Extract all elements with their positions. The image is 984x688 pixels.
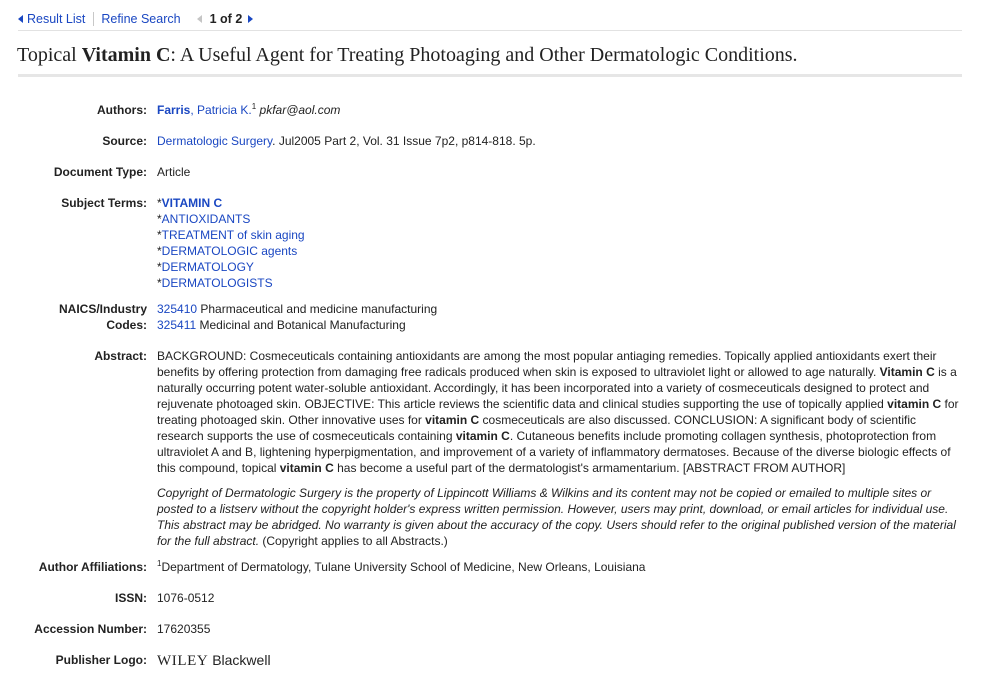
subject-term-link[interactable]: ANTIOXIDANTS — [161, 212, 251, 226]
abstract-segment: cosmeceuticals are also discussed. CONCLUSION: A significant body of scientific research supports the use of cosmeceuticals containing — [157, 413, 917, 443]
title-prefix: Topical — [17, 44, 82, 66]
subject-terms-row — [0, 195, 984, 291]
document-type-label: Document Type: — [53, 165, 147, 179]
logo-blackwell: Blackwell — [208, 652, 271, 668]
term-marker: * — [157, 260, 162, 274]
naics-item — [157, 301, 963, 317]
naics-label-line1: NAICS/Industry — [58, 302, 147, 316]
affiliations-row — [0, 559, 984, 575]
author-email: pkfar@aol.com — [259, 103, 341, 117]
wiley-blackwell-logo — [157, 652, 963, 669]
affiliations-value — [157, 559, 963, 575]
subject-term — [157, 195, 963, 211]
term-marker: * — [157, 228, 162, 242]
publisher-logo-row — [0, 652, 984, 669]
journal-link[interactable]: Dermatologic Surgery — [157, 134, 273, 148]
back-arrow-icon — [18, 15, 23, 23]
subject-term — [157, 227, 963, 243]
subject-term-link[interactable]: VITAMIN C — [161, 196, 223, 210]
issn-label: ISSN: — [114, 591, 147, 605]
authors-row — [0, 102, 984, 118]
copyright-text: Copyright of Dermatologic Surgery is the property of Lippincott Williams & Wilkins and its content may not be copied or emailed to multiple sites or posted to a listserv without the copyright holder's express written permission. However, users may print, download, or email articles for individual use. This abstract may be abridged. No warranty is given about the accuracy of the copy. Users should refer to the original published version of the material for the full abstract. — [157, 486, 956, 548]
subject-terms-label: Subject Terms: — [61, 196, 147, 210]
logo-wiley: WILEY — [157, 653, 209, 669]
search-term-highlight: vitamin C — [455, 429, 510, 443]
subject-terms-list — [157, 195, 963, 291]
author-first-name[interactable]: , Patricia K. — [190, 103, 252, 117]
naics-code-link[interactable]: 325410 — [157, 302, 198, 316]
subject-term — [157, 259, 963, 275]
abstract-segment: BACKGROUND: Cosmeceuticals containing antioxidants are among the most popular antiaging remedies. Topically applied antioxidants exert their benefits by offering protection from damaging free radicals produced when skin is exposed to ultraviolet light or allowed to age naturally. — [157, 349, 937, 379]
record-navigation — [18, 8, 962, 30]
next-record-icon[interactable] — [248, 15, 253, 23]
term-marker: * — [157, 276, 162, 290]
subject-term — [157, 211, 963, 227]
title-highlight: Vitamin C — [81, 44, 171, 66]
copyright-notice — [157, 485, 963, 549]
current-record: 1 — [209, 12, 217, 26]
abstract-text — [157, 348, 963, 476]
abstract-segment: . Cutaneous benefits include promoting collagen synthesis, photoprotection from ultraviolet A and B, lightening hyperpigmentation, and improvement of a variety of inflammatory dermatoses. Because of the diverse biologic effects of this compound, topical — [157, 429, 951, 475]
search-term-highlight: vitamin C — [279, 461, 334, 475]
search-term-highlight: vitamin C — [887, 397, 942, 411]
refine-search-link[interactable]: Refine Search — [101, 12, 181, 26]
naics-description: Pharmaceutical and medicine manufacturing — [197, 302, 438, 316]
naics-description: Medicinal and Botanical Manufacturing — [196, 318, 406, 332]
subject-term-link[interactable]: DERMATOLOGIC agents — [161, 244, 298, 258]
abstract-label: Abstract: — [94, 349, 147, 363]
naics-label-line2: Codes: — [106, 318, 147, 332]
abstract-row — [0, 348, 984, 549]
affiliations-label: Author Affiliations: — [38, 560, 147, 574]
author-affiliation-marker: 1 — [251, 102, 257, 111]
subject-term — [157, 275, 963, 291]
record-details — [0, 98, 984, 669]
title-underline — [18, 74, 962, 77]
accession-value: 17620355 — [157, 622, 211, 636]
authors-value — [157, 102, 963, 118]
naics-list — [157, 301, 963, 333]
copyright-note: (Copyright applies to all Abstracts.) — [259, 534, 448, 548]
subject-term — [157, 243, 963, 259]
subject-term-link[interactable]: DERMATOLOGY — [161, 260, 254, 274]
naics-code-link[interactable]: 325411 — [157, 318, 197, 332]
affiliation-text: Department of Dermatology, Tulane University School of Medicine, New Orleans, Louisiana — [161, 560, 646, 574]
previous-record-icon[interactable] — [197, 15, 202, 23]
term-marker: * — [157, 196, 162, 210]
naics-item — [157, 317, 963, 333]
source-value — [157, 133, 963, 149]
divider — [18, 30, 962, 31]
issn-value: 1076-0512 — [157, 591, 215, 605]
of-label: of — [220, 12, 232, 26]
subject-term-link[interactable]: DERMATOLOGISTS — [161, 276, 273, 290]
accession-row — [0, 621, 984, 637]
accession-label: Accession Number: — [34, 622, 147, 636]
abstract-segment: has become a useful part of the dermatologist's armamentarium. [ABSTRACT FROM AUTHOR] — [333, 461, 846, 475]
document-type-value: Article — [157, 165, 191, 179]
title-suffix: : A Useful Agent for Treating Photoaging and Other Dermatologic Conditions. — [170, 44, 798, 66]
result-list-label: Result List — [27, 12, 86, 26]
total-records: 2 — [235, 12, 243, 26]
authors-label: Authors: — [97, 103, 147, 117]
result-list-link[interactable] — [18, 12, 85, 26]
source-label: Source: — [102, 134, 147, 148]
document-type-row — [0, 164, 984, 180]
abstract-value — [157, 348, 963, 549]
search-term-highlight: vitamin C — [425, 413, 480, 427]
issn-row — [0, 590, 984, 606]
abstract-segment: for treating photoaged skin. Other innovative uses for — [157, 397, 959, 427]
pager — [197, 12, 254, 26]
subject-term-link[interactable]: TREATMENT of skin aging — [161, 228, 305, 242]
naics-label — [0, 301, 157, 333]
article-title — [17, 44, 961, 67]
publisher-logo-label: Publisher Logo: — [55, 653, 147, 667]
source-row — [0, 133, 984, 149]
nav-divider — [93, 12, 94, 26]
search-term-highlight: Vitamin C — [879, 365, 935, 379]
author-link[interactable]: Farris — [157, 103, 191, 117]
abstract-segment: is a naturally occurring potent water-soluble antioxidant. Accordingly, it has been incorporated into a variety of cosmeceuticals designed to protect and rejuvenate photoaged skin. OBJECTIVE: This article reviews the scientific data and clinical studies supporting the use of topically applied — [157, 365, 957, 411]
term-marker: * — [157, 212, 162, 226]
affiliation-marker: 1 — [157, 559, 162, 568]
term-marker: * — [157, 244, 162, 258]
source-details: . Jul2005 Part 2, Vol. 31 Issue 7p2, p814-818. 5p. — [272, 134, 536, 148]
naics-row — [0, 301, 984, 333]
